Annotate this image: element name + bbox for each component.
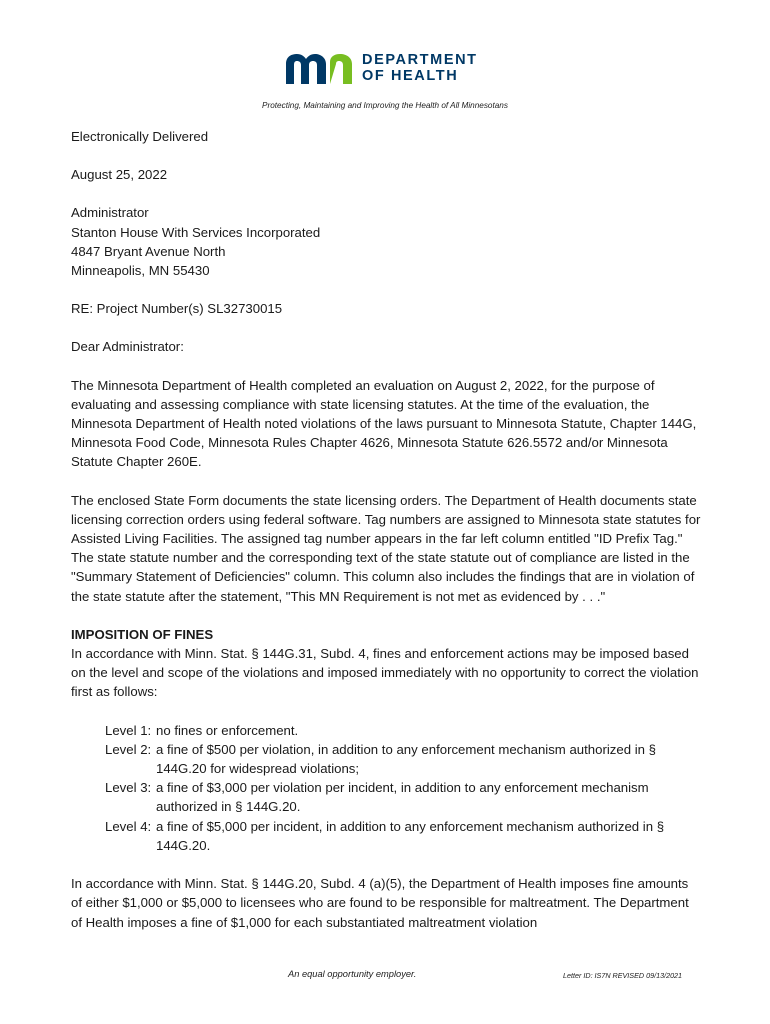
fine-level-text: a fine of $3,000 per violation per incident, in addition to any enforcement mechanism authorized in § 144G.20. (156, 780, 649, 815)
address-line: Minneapolis, MN 55430 (71, 263, 210, 279)
fines-intro: In accordance with Minn. Stat. § 144G.31, Subd. 4, fines and enforcement actions may be imposed based on the level and scope of the violations and imposed immediately with no opportunity to correct the violation first as follows: (71, 646, 699, 700)
org-line-1: DEPARTMENT (362, 52, 478, 68)
fine-level-item (105, 721, 701, 740)
letter-date: August 25, 2022 (71, 167, 168, 183)
re-line: RE: Project Number(s) SL32730015 (71, 301, 283, 317)
fine-level-label: Level 2: (105, 741, 152, 757)
fines-heading: IMPOSITION OF FINES (71, 626, 214, 642)
fine-levels-list (105, 721, 701, 855)
fine-level-text: a fine of $5,000 per incident, in addition to any enforcement mechanism authorized in § 144G.20. (156, 818, 665, 853)
salutation: Dear Administrator: (71, 339, 184, 355)
address-line: Stanton House With Services Incorporated (71, 224, 321, 240)
address-line: 4847 Bryant Avenue North (71, 243, 226, 259)
paragraph-state-form: The enclosed State Form documents the state licensing orders. The Department of Health documents state licensing correction orders using federal software. Tag numbers are assigned to Minnesota state statutes for Assisted Living Facilities. The assigned tag number appears in the far left column entitled "ID Prefix Tag." The state statute number and the corresponding text of the state statute out of compliance are listed in the "Summary Statement of Deficiencies" column. This column also includes the findings that are in violation of the state statute after the statement, "This MN Requirement is not met as evidenced by . . ." (71, 492, 701, 604)
mdh-logo (284, 52, 494, 88)
paragraph-evaluation: The Minnesota Department of Health completed an evaluation on August 2, 2022, for the purpose of evaluating and assessing compliance with state licensing statutes. At the time of the evaluation, the Minnesota Department of Health noted violations of the laws pursuant to Minnesota Statute, Chapter 144G, Minnesota Food Code, Minnesota Rules Chapter 4626, Minnesota Statute 626.5572 and/or Minnesota Statute Chapter 260E. (71, 377, 697, 470)
fine-level-text: a fine of $500 per violation, in addition to any enforcement mechanism authorized in § 144G.20 for widespread violations; (156, 741, 656, 777)
fine-level-label: Level 3: (105, 780, 152, 796)
paragraph-maltreatment: In accordance with Minn. Stat. § 144G.20, Subd. 4 (a)(5), the Department of Health imposes fine amounts of either $1,000 or $5,000 to licensees who are found to be responsible for maltreatment. The Department of Health imposes a fine of $1,000 for each substantiated maltreatment violation (71, 876, 689, 930)
fine-level-item (105, 817, 701, 855)
footer-employer: An equal opportunity employer. (288, 969, 417, 979)
letter-body (71, 127, 701, 932)
footer-letter-id: Letter ID: IS7N REVISED 09/13/2021 (563, 971, 683, 980)
fine-level-label: Level 4: (105, 818, 152, 834)
address-line: Administrator (71, 205, 149, 221)
fine-level-item (105, 740, 701, 778)
fine-level-text: no fines or enforcement. (156, 722, 299, 738)
org-name (362, 53, 478, 85)
org-line-2: OF HEALTH (362, 68, 459, 84)
tagline: Protecting, Maintaining and Improving the Health of All Minnesotans (262, 101, 508, 110)
delivery-method: Electronically Delivered (71, 129, 209, 144)
fine-level-item (105, 778, 701, 816)
fine-level-label: Level 1: (105, 722, 152, 738)
mdh-logo-icon (284, 52, 358, 86)
